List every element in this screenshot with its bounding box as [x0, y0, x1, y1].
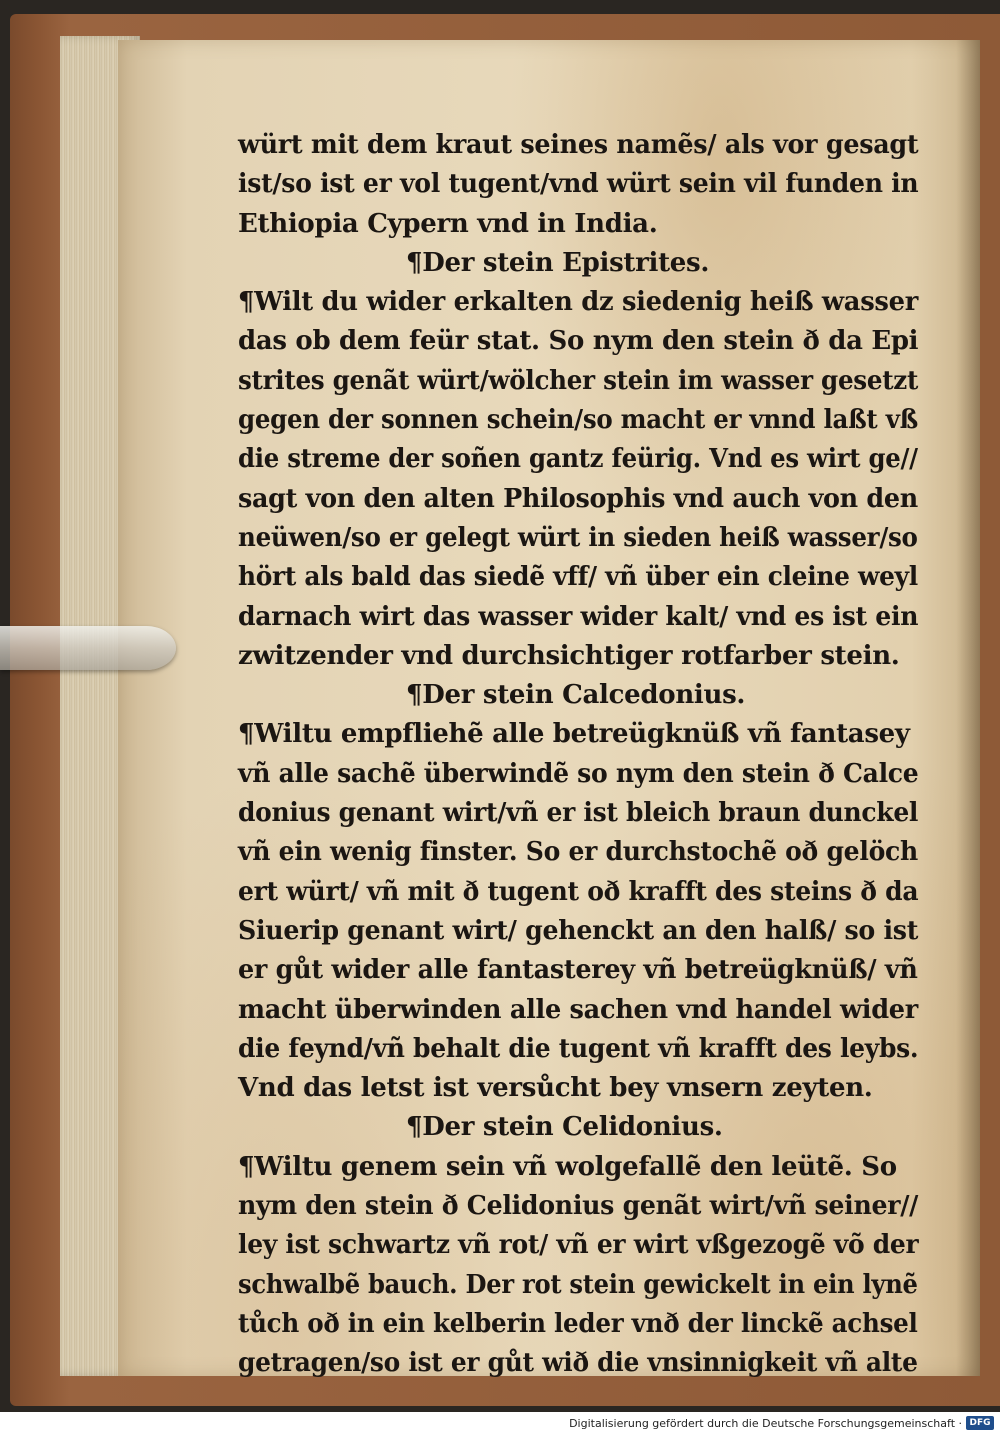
text-line: nym den stein ð Celidonius genãt wirt/vñ seiner//	[238, 1191, 919, 1222]
book-leaf	[118, 40, 980, 1379]
text-line: schwalbẽ bauch. Der rot stein gewickelt in ein lynẽ	[238, 1269, 918, 1300]
text-line: ¶Wiltu genem sein vñ wolgefallẽ den leütẽ. So	[238, 1151, 897, 1182]
text-line: gegen der sonnen schein/so macht er vnnd laßt vß	[238, 405, 918, 436]
text-line: die feynd/vñ behalt die tugent vñ krafft des leybs.	[238, 1033, 919, 1064]
text-line: tůch oð in ein kelberin leder vnð der linckẽ achsel	[238, 1308, 918, 1339]
digitization-footer	[0, 1412, 1000, 1435]
section-heading: ¶Der stein Calcedonius.	[406, 680, 746, 711]
text-line: ¶Wilt du wider erkalten dz siedenig heiß wasser	[238, 287, 919, 318]
funding-credit: Digitalisierung gefördert durch die Deutsche Forschungsgemeinschaft ·	[569, 1417, 962, 1430]
text-line: Siuerip genant wirt/ gehenckt an den halß/ so ist	[238, 915, 919, 946]
text-line: ist/so ist er vol tugent/vnd würt sein vil funden in	[238, 169, 919, 200]
text-line: sagt von den alten Philosophis vnd auch von den	[238, 483, 918, 514]
text-line: ¶Wiltu empfliehẽ alle betreügknüß vñ fantasey	[238, 719, 910, 750]
text-line: würt mit dem kraut seines namẽs/ als vor gesagt	[238, 130, 919, 160]
text-line: er gůt wider alle fantasterey vñ betreügknüß/ vñ	[238, 955, 918, 986]
text-line: strites genãt würt/wölcher stein im wasser gesetzt	[238, 365, 919, 396]
spine-gutter-shadow	[956, 40, 980, 1376]
text-line: darnach wirt das wasser wider kalt/ vnd es ist ein	[238, 601, 919, 632]
text-line: Ethiopia Cypern vnd in India.	[238, 208, 658, 239]
section-heading: ¶Der stein Epistrites.	[406, 247, 710, 278]
text-line: donius genant wirt/vñ er ist bleich braun dunckel	[238, 798, 919, 829]
text-line: vñ alle sachẽ überwindẽ so nym den stein ð Calce	[238, 758, 919, 789]
dfg-logo-icon: DFG	[966, 1416, 994, 1430]
text-line: das ob dem feür stat. So nym den stein ð da Epi	[238, 326, 919, 357]
printed-text-block	[238, 126, 918, 1384]
text-line: Vnd das letst ist versůcht bey vnsern zeyten.	[238, 1073, 873, 1104]
text-line: vñ ein wenig finster. So er durchstochẽ oð gelöch	[238, 837, 918, 868]
page-marker-tab	[0, 626, 176, 670]
text-line: getragen/so ist er gůt wið die vnsinnigkeit vñ alte	[238, 1348, 918, 1379]
section-heading: ¶Der stein Celidonius.	[406, 1112, 723, 1143]
text-line: ley ist schwartz vñ rot/ vñ er wirt vßgezogẽ võ der	[238, 1230, 919, 1261]
text-line: die streme der soñen gantz feürig. Vnd es wirt ge//	[238, 444, 918, 475]
text-line: macht überwinden alle sachen vnd handel wider	[238, 994, 918, 1025]
text-line: neüwen/so er gelegt würt in sieden heiß wasser/so	[238, 522, 918, 553]
text-line: ert würt/ vñ mit ð tugent oð krafft des steins ð da	[238, 876, 919, 907]
text-line: hört als bald das siedẽ vff/ vñ über ein cleine weyl	[238, 562, 918, 593]
text-line: zwitzender vnd durchsichtiger rotfarber stein.	[238, 640, 900, 671]
